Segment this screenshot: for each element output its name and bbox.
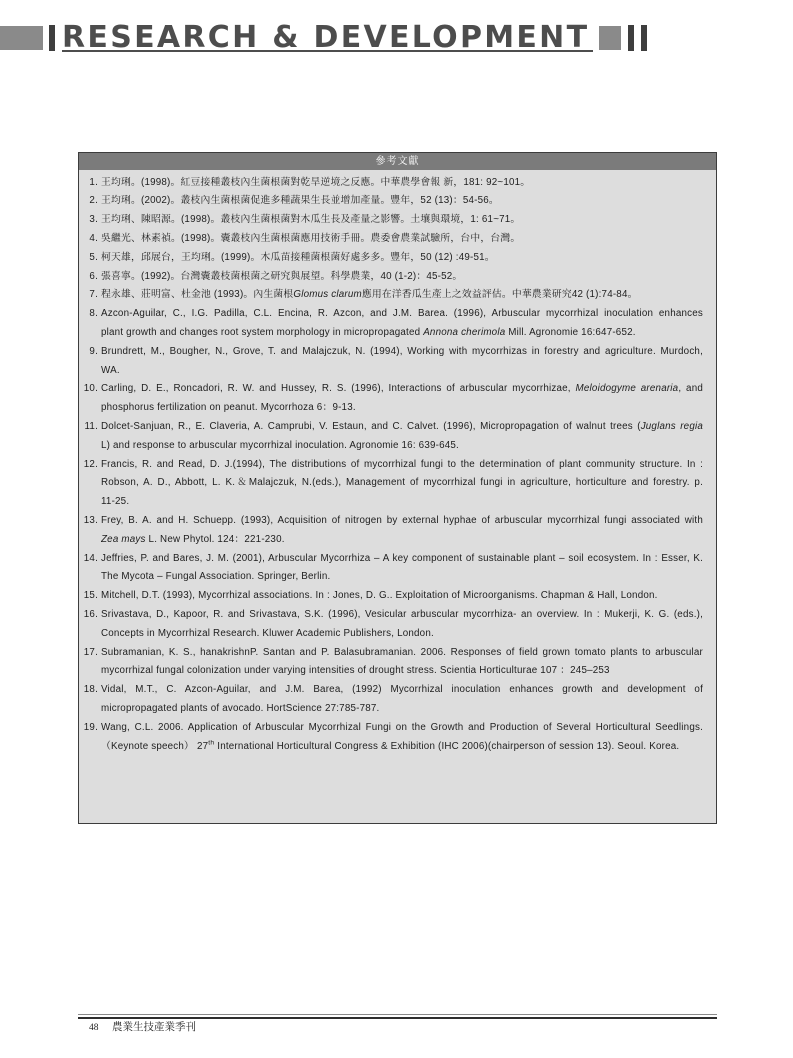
reference-item [79, 587, 703, 606]
reference-text: plant growth and changes root system morphology in micropropagated [101, 326, 424, 338]
reference-item [79, 418, 703, 456]
reference-text: Azcon-Aguilar, C., I.G. Padilla, C.L. Encina, R. Azcon, and J.M. Barea. (1996), Arbuscular mycorrhizal inoculation enhances [101, 308, 703, 320]
reference-text: Wang, C.L. 2006. Application of Arbuscular Mycorrhizal Fungi on the Growth and Production of Several Horticultural Seedlings. [101, 721, 703, 733]
reference-text: phosphorus fertilization on peanut. Mycorrhoza 6：9-13. [101, 402, 356, 414]
reference-line [101, 456, 703, 475]
reference-text: （Keynote speech） 27 [101, 740, 209, 752]
reference-item [79, 644, 703, 682]
footer-rule-thick [78, 1017, 717, 1019]
italic-species-name: Annona cherimola [423, 326, 506, 338]
reference-number: 13. [83, 514, 98, 526]
reference-item [79, 606, 703, 644]
italic-species-name: Zea mays [101, 533, 146, 545]
reference-text: 王均琍、陳昭源。(1998)。叢枝內生菌根菌對木瓜生長及產量之影響。土壤與環境，1: 61~71。 [101, 214, 521, 226]
reference-text: 柯天雄，邱展台，王均琍。(1999)。木瓜苗接種菌根菌好處多多。豐年，50 (12) :49-51。 [101, 251, 495, 263]
reference-line [101, 700, 703, 719]
reference-text: Dolcet-Sanjuan, R., E. Claveria, A. Camprubi, V. Estaun, and C. Calvet. (1996), Micropropagation of walnut trees ( [101, 420, 641, 432]
reference-line [101, 531, 703, 550]
reference-text: Francis, R. and Read, D. J.(1994), The distributions of mycorrhizal fungi to the determination of plant community structure. In : [101, 458, 703, 470]
reference-line [101, 174, 703, 193]
journal-name: 農業生技產業季刊 [112, 1021, 196, 1033]
reference-number: 1. [89, 176, 98, 188]
header-decor-block-right [599, 26, 621, 50]
reference-line [101, 324, 703, 343]
reference-text: , and [678, 383, 703, 395]
references-heading: 參考文獻 [79, 153, 716, 170]
reference-number: 16. [83, 608, 98, 620]
reference-number: 10. [83, 383, 98, 395]
reference-text: Vidal, M.T., C. Azcon-Aguilar, and J.M. Barea, (1992) Mycorrhizal inoculation enhances growth and development of [101, 684, 703, 696]
reference-text: International Horticultural Congress & Exhibition (IHC 2006)(chairperson of session 13). Seoul. Korea. [214, 740, 680, 752]
reference-item [79, 268, 703, 287]
reference-line [101, 268, 703, 287]
reference-line [101, 644, 703, 663]
header-decor-block-left [0, 26, 43, 50]
section-banner-title: RESEARCH & DEVELOPMENT [62, 24, 593, 52]
reference-line [101, 399, 703, 418]
reference-line [101, 437, 703, 456]
reference-number: 7. [89, 289, 98, 301]
reference-item [79, 550, 703, 588]
reference-line [101, 512, 703, 531]
reference-line [101, 211, 703, 230]
reference-text: L) and response to arbuscular mycorrhizal inoculation. Agronomie 16: 639-645. [101, 439, 459, 451]
reference-line [101, 550, 703, 569]
reference-number: 6. [89, 270, 98, 282]
reference-line [101, 380, 703, 399]
header-decor-bar-right-1 [628, 25, 634, 51]
reference-text: 吳繼光、林素禎。(1998)。囊叢枝內生菌根菌應用技術手冊。農委會農業試驗所，台中，台灣。 [101, 232, 521, 244]
italic-species-name: Juglans regia [640, 420, 703, 432]
reference-text: Jeffries, P. and Bares, J. M. (2001), Arbuscular Mycorrhiza – A key component of sustainable plant – soil ecosystem. In : Esser, K. [101, 552, 703, 564]
reference-text: WA. [101, 364, 120, 376]
reference-line [101, 681, 703, 700]
reference-number: 15. [83, 590, 98, 602]
reference-list [79, 170, 716, 756]
reference-text: Mill. Agronomie 16:647-652. [505, 326, 636, 338]
reference-text: 王均琍。(1998)。紅豆接種叢枝內生菌根菌對乾旱逆境之反應。中華農學會報 新，181: 92~101。 [101, 176, 531, 188]
reference-line [101, 625, 703, 644]
reference-text: micropropagated plants of avocado. HortScience 27:785-787. [101, 702, 380, 714]
reference-line [101, 474, 703, 493]
reference-text: 應用在洋香瓜生產上之效益評估。中華農業研究42 (1):74-84。 [361, 289, 638, 301]
reference-item [79, 192, 703, 211]
reference-text: Concepts in Mycorrhizal Research. Kluwer Academic Publishers, London. [101, 627, 434, 639]
reference-line [101, 418, 703, 437]
italic-species-name: Glomus clarum [293, 289, 362, 301]
superscript-text: th [208, 739, 215, 747]
reference-text: 張喜寧。(1992)。台灣囊叢枝菌根菌之研究與展望。科學農業，40 (1-2)：45-52。 [101, 270, 463, 282]
reference-item [79, 286, 703, 305]
reference-item [79, 512, 703, 550]
reference-text: Srivastava, D., Kapoor, R. and Srivastava, S.K. (1996), Vesicular arbuscular mycorrhiza- an overview. In : Mukerji, K. G. (eds.), [101, 608, 703, 620]
italic-species-name: Meloidogyme arenaria [575, 383, 679, 395]
reference-line [101, 606, 703, 625]
reference-text: Frey, B. A. and H. Schuepp. (1993), Acquisition of nitrogen by external hyphae of arbuscular mycorrhizal fungi associated with [101, 514, 703, 526]
reference-item [79, 174, 703, 193]
reference-text: 11-25. [101, 496, 130, 508]
page-number: 48 [89, 1023, 99, 1033]
reference-number: 11. [84, 420, 98, 432]
reference-item [79, 249, 703, 268]
reference-line [101, 493, 703, 512]
reference-number: 8. [89, 308, 98, 320]
reference-text: 王均琍。(2002)。叢枝內生菌根菌促進多種蔬果生長並增加產量。豐年，52 (13)：54-56。 [101, 195, 499, 207]
reference-text: mycorrhizal fungal colonization under varying intensities of drought stress. Scientia Horticulturae 107 ：245–253 [101, 665, 610, 677]
reference-item [79, 305, 703, 343]
reference-item [79, 719, 703, 757]
reference-line [101, 230, 703, 249]
reference-line [101, 286, 703, 305]
reference-line [101, 343, 703, 362]
reference-number: 2. [89, 195, 98, 207]
footer-rule-thin [78, 1014, 717, 1015]
reference-item [79, 211, 703, 230]
reference-line [101, 719, 703, 738]
reference-line [101, 568, 703, 587]
reference-text: Carling, D. E., Roncadori, R. W. and Hussey, R. S. (1996), Interactions of arbuscular mycorrhizae, [101, 383, 576, 395]
reference-number: 12. [83, 458, 98, 470]
reference-line [101, 249, 703, 268]
reference-number: 17. [83, 646, 98, 658]
reference-line [101, 305, 703, 324]
header-decor-bar-left [49, 25, 55, 51]
reference-line [101, 362, 703, 381]
reference-number: 4. [89, 232, 98, 244]
reference-number: 14. [83, 552, 98, 564]
reference-line [101, 587, 703, 606]
reference-line [101, 192, 703, 211]
reference-text: L. New Phytol. 124：221-230. [145, 533, 285, 545]
reference-text: Subramanian, K. S., hanakrishnP. Santan and P. Balasubramanian. 2006. Responses of field grown tomato plants to arbuscular [101, 646, 703, 658]
reference-text: Brundrett, M., Bougher, N., Grove, T. and Malajczuk, N. (1994), Working with mycorrhizas in forestry and agriculture. Murdoch, [101, 345, 703, 357]
reference-line [101, 738, 703, 757]
reference-text: Mitchell, D.T. (1993), Mycorrhizal associations. In : Jones, D. G.. Exploitation of Microorganisms. Chapman & Hall, London. [101, 590, 658, 602]
reference-number: 19. [83, 721, 98, 733]
reference-item [79, 380, 703, 418]
reference-text: Robson, A. D., Abbott, L. K.＆Malajczuk, N.(eds.), Management of mycorrhizal fungi in agriculture, horticulture and forestry. p. [101, 477, 703, 489]
reference-item [79, 230, 703, 249]
reference-number: 3. [89, 214, 98, 226]
references-panel [78, 152, 717, 824]
reference-number: 5. [89, 251, 98, 263]
reference-item [79, 343, 703, 381]
header-decor-bar-right-2 [641, 25, 647, 51]
reference-text: The Mycota – Fungal Association. Springer, Berlin. [101, 571, 331, 583]
reference-item [79, 456, 703, 512]
reference-item [79, 681, 703, 719]
reference-number: 18. [83, 684, 98, 696]
reference-number: 9. [89, 345, 98, 357]
reference-line [101, 662, 703, 681]
reference-text: 程永雄、莊明富、杜金池 (1993)。內生菌根 [101, 289, 294, 301]
